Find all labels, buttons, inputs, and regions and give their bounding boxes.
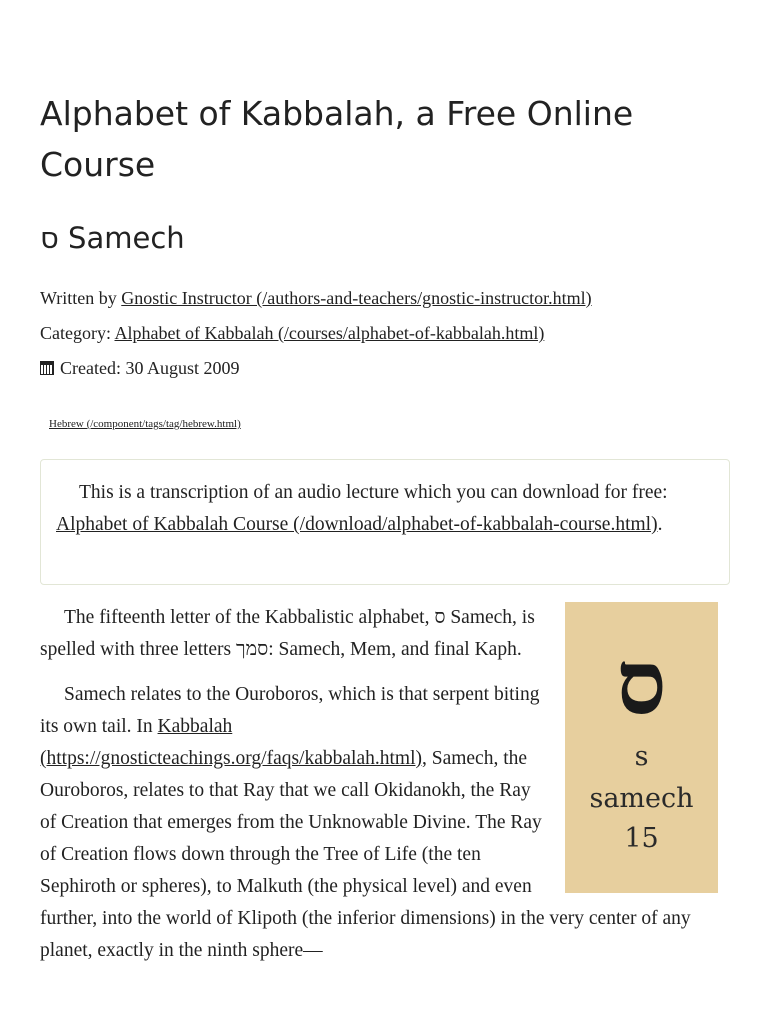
letter-transliteration: s <box>634 741 649 772</box>
category-line <box>40 321 544 345</box>
samech-glyph: ס <box>616 630 667 734</box>
letter-number: 15 <box>624 823 659 854</box>
category-label: Category: <box>40 323 115 343</box>
author-link[interactable]: Gnostic Instructor (/authors-and-teachers/gnostic-instructor.html) <box>121 288 592 308</box>
written-by-label: Written by <box>40 288 122 308</box>
page-title: Alphabet of Kabbalah, a Free Online Course <box>40 94 634 184</box>
tag-hebrew-link[interactable]: Hebrew (/component/tags/tag/hebrew.html) <box>49 418 241 430</box>
calendar-icon <box>40 361 54 375</box>
created-date: Created: 30 August 2009 <box>60 358 240 378</box>
letter-name: samech <box>589 783 694 814</box>
course-download-link[interactable]: Alphabet of Kabbalah Course (/download/alphabet-of-kabbalah-course.html) <box>56 514 658 535</box>
author-line <box>40 286 592 310</box>
kabbalah-link[interactable]: Kabbalah (https://gnosticteachings.org/faqs/kabbalah.html) <box>40 716 422 769</box>
created-line <box>40 356 239 380</box>
notice-text: This is a transcription of an audio lecture which you can download for free: Alphabet of Kabbalah Course (/download/alphabet-of-kabbalah-course.html). <box>56 482 668 535</box>
samech-letter-card <box>565 602 718 893</box>
category-link[interactable]: Alphabet of Kabbalah (/courses/alphabet-of-kabbalah.html) <box>114 323 545 343</box>
audio-notice-box <box>40 459 730 585</box>
paragraph-2: Samech relates to the Ouroboros, which is that serpent biting its own tail. In Kabbalah (https://gnosticteachings.org/faqs/kabbalah.html), Samech, the Ouroboros, relates to that Ray that we call Okidanokh, the Ray of Creation that emerges from the Unknowable Divine. The Ray of Creation flows down through the Tree of Life (the ten Sephiroth or spheres), to Malkuth (the physical level) and even further, into the world of Klipoth (the inferior dimensions) in the very center of any planet, exactly in the ninth sphere— <box>40 684 691 961</box>
paragraph-1: The fifteenth letter of the Kabbalistic alphabet, ס Samech, is spelled with three letters סמך: Samech, Mem, and final Kaph. <box>40 607 535 660</box>
article-subtitle: ס Samech <box>40 221 185 255</box>
article-body <box>40 602 718 980</box>
